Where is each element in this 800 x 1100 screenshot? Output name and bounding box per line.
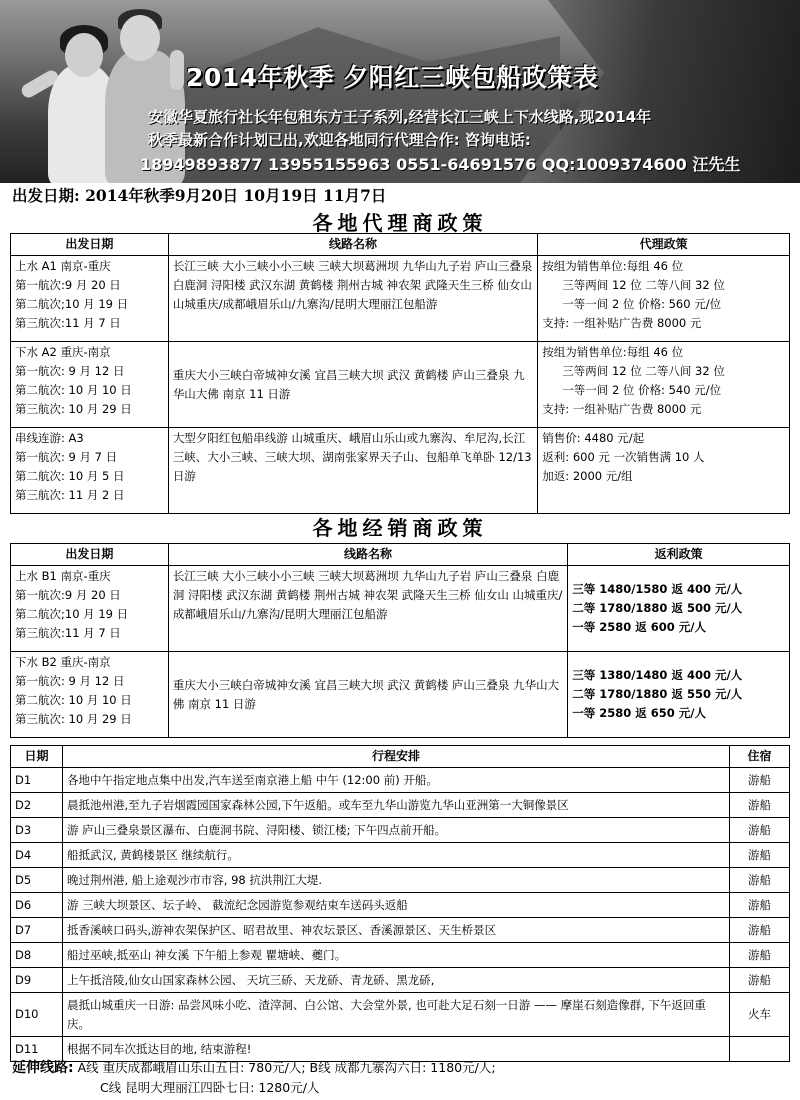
dealer-policy-title: 各地经销商政策	[312, 516, 488, 540]
table-row: D2 晨抵池州港,至九子岩烟霞园国家森林公园,下午返船。或车至九华山游览九华山亚洲第一大铜像景区 游船	[11, 793, 790, 818]
departure-dates: 出发日期: 2014年秋季9月20日 10月19日 11月7日	[12, 186, 387, 205]
rebate-cell: 三等 1480/1580 返 400 元/人 二等 1780/1880 返 500 元/人 一等 2580 返 600 元/人	[568, 566, 790, 652]
route-cell: 重庆大小三峡白帝城神女溪 宜昌三峡大坝 武汉 黄鹤楼 庐山三叠泉 九华山大佛 南京 11 日游	[168, 652, 567, 738]
table-row: D5 晚过荆州港, 船上途观沙市市容, 98 抗洪荆江大堤. 游船	[11, 868, 790, 893]
column-header: 日期	[11, 746, 63, 768]
table-row: D11 根据不同车次抵达目的地, 结束游程!	[11, 1037, 790, 1062]
rebate-cell: 三等 1380/1480 返 400 元/人 二等 1780/1880 返 550 元/人 一等 2580 返 650 元/人	[568, 652, 790, 738]
policy-cell: 按组为销售单位:每组 46 位 三等两间 12 位 二等八间 32 位 一等一间 2 位 价格: 560 元/位 支持: 一组补贴广告费 8000 元	[538, 256, 790, 342]
table-row: D9 上午抵涪陵,仙女山国家森林公园、 天坑三硚、天龙硚、青龙硚、黑龙硚, 游船	[11, 968, 790, 993]
intro-line-2: 秋季最新合作计划已出,欢迎各地同行代理合作: 咨询电话:	[148, 131, 531, 149]
table-row: D1 各地中午指定地点集中出发,汽车送至南京港上船 中午 (12:00 前) 开船。 游船	[11, 768, 790, 793]
column-header: 线路名称	[168, 544, 567, 566]
dealer-policy-table	[10, 543, 790, 738]
column-header: 代理政策	[538, 234, 790, 256]
column-header: 返利政策	[568, 544, 790, 566]
date-cell: 上水 B1 南京-重庆 第一航次:9 月 20 日 第二航次;10 月 19 日 第三航次:11 月 7 日	[11, 566, 169, 652]
column-header: 出发日期	[11, 234, 169, 256]
header-banner	[0, 0, 800, 183]
table-row: D7 抵香溪峡口码头,游神农架保护区、昭君故里、神农坛景区、香溪源景区、天生桥景区 游船	[11, 918, 790, 943]
table-row: D4 船抵武汉, 黄鹤楼景区 继续航行。 游船	[11, 843, 790, 868]
extension-routes	[12, 1058, 496, 1078]
date-cell: 串线连游: A3 第一航次: 9 月 7 日 第二航次: 10 月 5 日 第三航次: 11 月 2 日	[11, 428, 169, 514]
page-title: 2014年秋季 夕阳红三峡包船政策表	[186, 63, 599, 92]
agent-policy-table	[10, 233, 790, 514]
extension-line-1: A线 重庆成都峨眉山乐山五日: 780元/人; B线 成都九寨沟六日: 1180元/人;	[77, 1060, 496, 1075]
table-row	[11, 256, 790, 342]
table-row	[11, 342, 790, 428]
policy-cell: 按组为销售单位:每组 46 位 三等两间 12 位 二等八间 32 位 一等一间 2 位 价格: 540 元/位 支持: 一组补贴广告费 8000 元	[538, 342, 790, 428]
extension-label: 延伸线路:	[12, 1060, 74, 1076]
table-row: D3 游 庐山三叠泉景区瀑布、白鹿洞书院、浔阳楼、锁江楼; 下午四点前开船。 游船	[11, 818, 790, 843]
table-header-row	[11, 746, 790, 768]
contact-info: 18949893877 13955155963 0551-64691576 QQ:1009374600 汪先生	[140, 155, 741, 174]
column-header: 线路名称	[168, 234, 537, 256]
itinerary-table	[10, 745, 790, 1062]
route-cell: 重庆大小三峡白帝城神女溪 宜昌三峡大坝 武汉 黄鹤楼 庐山三叠泉 九华山大佛 南京 11 日游	[168, 342, 537, 428]
column-header: 出发日期	[11, 544, 169, 566]
table-row	[11, 428, 790, 514]
table-row: D10 晨抵山城重庆一日游: 品尝风味小吃、渣滓洞、白公馆、大会堂外景, 也可赴大足石刻一日游 —— 摩崖石刻造像群, 下午返回重庆。 火车	[11, 993, 790, 1037]
date-cell: 下水 A2 重庆-南京 第一航次: 9 月 12 日 第二航次: 10 月 10 日 第三航次: 10 月 29 日	[11, 342, 169, 428]
intro-line-1: 安徽华夏旅行社长年包租东方王子系列,经营长江三峡上下水线路,现2014年	[148, 108, 652, 126]
route-cell: 大型夕阳红包船串线游 山城重庆、峨眉山乐山或九寨沟、牟尼沟,长江三峡、大小三峡、三峡大坝、湖南张家界天子山、包船单飞单卧 12/13 日游	[168, 428, 537, 514]
table-row	[11, 566, 790, 652]
table-header-row	[11, 234, 790, 256]
agent-policy-title: 各地代理商政策	[312, 211, 488, 235]
column-header: 行程安排	[62, 746, 729, 768]
table-row	[11, 652, 790, 738]
date-cell: 上水 A1 南京-重庆 第一航次:9 月 20 日 第二航次;10 月 19 日 第三航次:11 月 7 日	[11, 256, 169, 342]
column-header: 住宿	[730, 746, 790, 768]
table-row: D6 游 三峡大坝景区、坛子岭、 截流纪念园游览参观结束车送码头返船 游船	[11, 893, 790, 918]
route-cell: 长江三峡 大小三峡小小三峡 三峡大坝葛洲坝 九华山九子岩 庐山三叠泉 白鹿洞 浔阳楼 武汉东湖 黄鹤楼 荆州古城 神农架 武隆天生三桥 仙女山 山城重庆/成都峨眉乐山/九寨沟/昆明大理丽江包船游	[168, 566, 567, 652]
table-header-row	[11, 544, 790, 566]
extension-line-2: C线 昆明大理丽江四卧七日: 1280元/人	[100, 1080, 320, 1095]
date-cell: 下水 B2 重庆-南京 第一航次: 9 月 12 日 第二航次: 10 月 10 日 第三航次: 10 月 29 日	[11, 652, 169, 738]
policy-cell: 销售价: 4480 元/起 返利: 600 元 一次销售满 10 人 加返: 2000 元/组	[538, 428, 790, 514]
route-cell: 长江三峡 大小三峡小小三峡 三峡大坝葛洲坝 九华山九子岩 庐山三叠泉 白鹿洞 浔阳楼 武汉东湖 黄鹤楼 荆州古城 神农架 武隆天生三桥 仙女山 山城重庆/成都峨眉乐山/九寨沟/昆明大理丽江包船游	[168, 256, 537, 342]
table-row: D8 船过巫峡,抵巫山 神女溪 下午船上参观 瞿塘峡、夔门。 游船	[11, 943, 790, 968]
